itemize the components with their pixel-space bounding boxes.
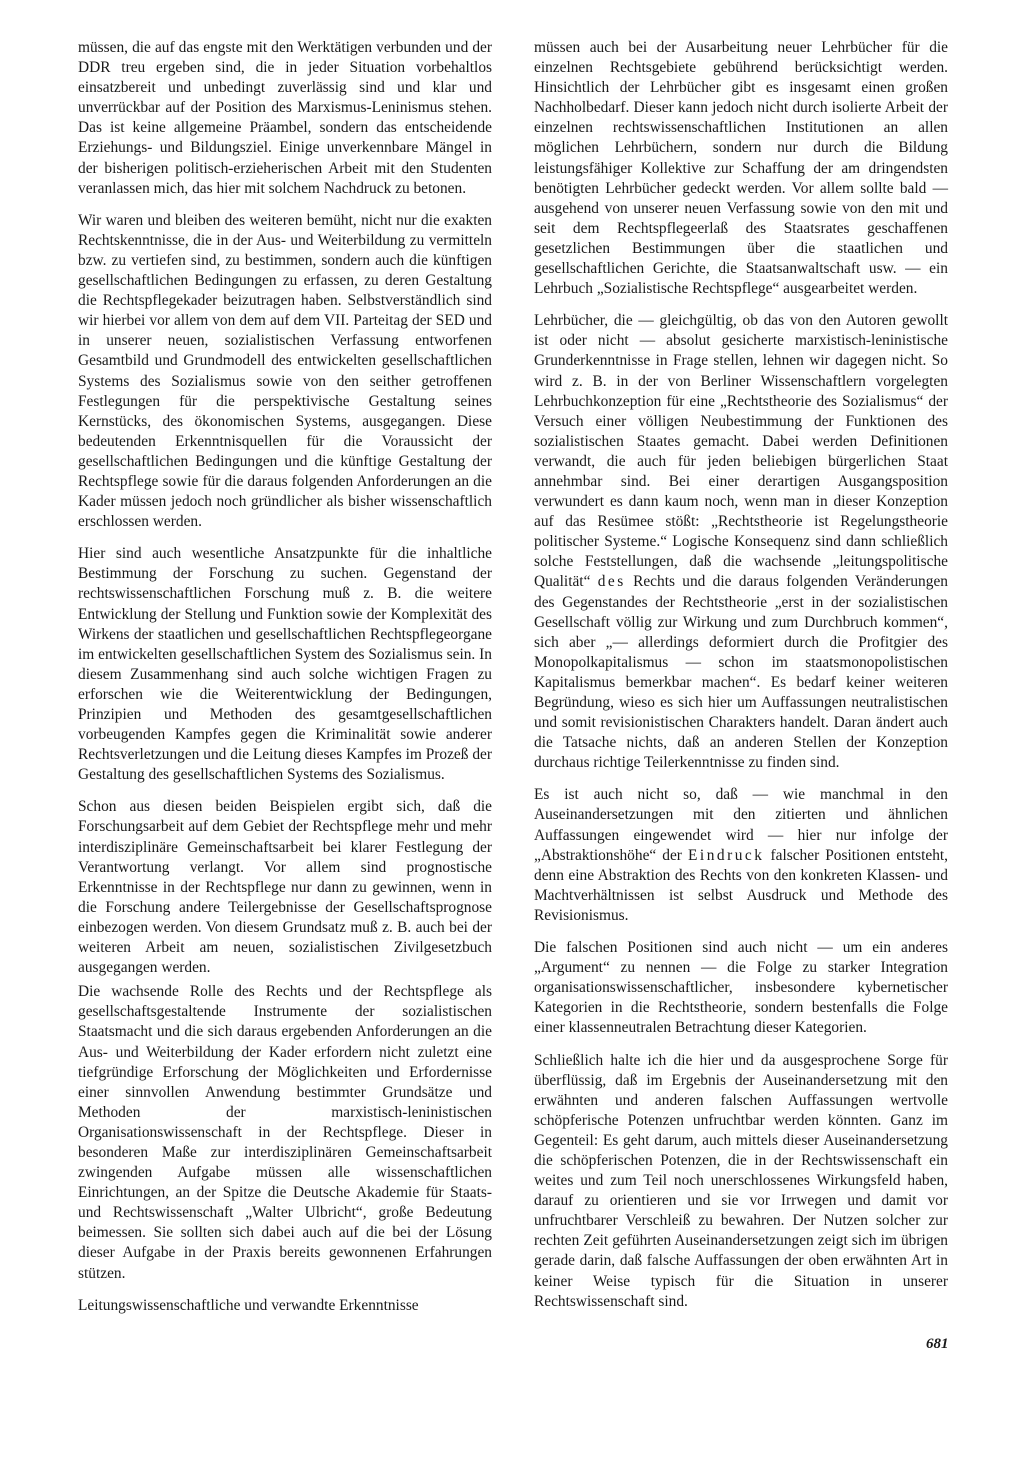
paragraph: müssen auch bei der Ausarbeitung neuer Lehrbücher für die einzelnen Rechtsgebiete gebührend berücksichtigt werden. Hinsichtlich der Lehrbücher gibt es insgesamt einen großen Nachholbedarf. Dieser kann jedoch nicht durch isolierte Arbeit der einzelnen rechtswissenschaftlichen Institutionen an allen möglichen Lehrbüchern, sondern nur durch die Bildung leistungsfähiger Kollektive zur Schaffung der am dringendsten benötigten Lehrbücher gedeckt werden. Vor allem sollte bald — ausgehend von unserer neuen Verfassung sowie von den mit und seit dem Rechtspflegeerlaß des Staatsrates geschaffenen gesetzlichen Bestimmungen über die staatlichen und gesellschaftlichen Gerichte, die Staatsanwaltschaft usw. — ein Lehrbuch „Sozialistische Rechtspflege“ ausgearbeitet werden. — [534, 39, 948, 298]
paragraph: Wir waren und bleiben des weiteren bemüht, nicht nur die exakten Rechtskenntnisse, die in der Aus- und Weiterbildung zu vermitteln bzw. zu vertiefen sind, zu bestimmen, sondern auch die künftigen gesellschaftlichen Bedingungen zu erfassen, zu deren Gestaltung die Rechtspflegekader beizutragen haben. Selbstverständlich sind wir hierbei vor allem von dem auf dem VII. Parteitag der SED und in unserer neuen, sozialistischen Verfassung entworfenen Gesamtbild und Grundmodell des entwickelten gesellschaftlichen Systems des Sozialismus sowie von den seither getroffenen Festlegungen für die perspektivische Gestaltung seines Kernstücks, des ökonomischen Systems, ausgegangen. Diese bedeutenden Erkenntnisquellen für die Voraussicht der gesellschaftlichen Bedingungen und die künftige Gestaltung der Rechtspflege sowie für die daraus folgenden Anforderungen an die Kader müssen jedoch noch gründlicher als bisher wissenschaftlich erschlossen werden. — [78, 211, 492, 531]
paragraph: Die falschen Positionen sind auch nicht — um ein anderes „Argument“ zu nennen — die Folge zu starker Integration organisationswissenschaftlicher, insbesondere kybernetischer Kategorien in die Rechtstheorie, sondern bestenfalls die Folge einer klassenneutralen Betrachtung dieser Kategorien. — [534, 939, 948, 1037]
paragraph — [534, 311, 948, 773]
paragraph — [534, 785, 948, 926]
paragraph: müssen, die auf das engste mit den Werktätigen verbunden und der DDR treu ergeben sind, die in jeder Situation vorbehaltlos einsatzbereit und unbedingt zuverlässig sind und klar und unverrückbar auf der Position des Marxismus-Leninismus stehen. Das ist keine allgemeine Präambel, sondern das entscheidende Erziehungs- und Bildungsziel. Einige unverkennbare Mängel in der bisherigen politisch-erzieherischen Arbeit mit den Studenten veranlassen mich, das hier mit solchem Nachdruck zu betonen. — [78, 39, 492, 197]
paragraph: Leitungswissenschaftliche und verwandte Erkenntnisse — [78, 1296, 419, 1314]
right-column — [534, 38, 948, 1324]
text-run: falscher Positionen entsteht, denn eine Abstraktion des Rechts von den konkreten Klassen- und Machtverhältnissen ist selbst Ausdruck und Methode des Revisionismus. — [534, 846, 949, 924]
text-run: Rechts und die daraus folgenden Veränderungen des Gegenstandes der Rechtstheorie „erst in der sozialistischen Gesellschaft völlig zur Wirkung und zum Durchbruch kommen“, sich aber „— allerdings deformiert durch die Profitgier des Monopolkapitalismus — schon im staatsmonopolistischen Kapitalismus bemerkbar machen“. Es bedarf keiner weiteren Begründung, wieso es sich hier um Auffassungen neutralistischen und somit revisionistischen Charakters handelt. Daran ändert auch die Tatsache nichts, daß an anderen Stellen der Konzeption durchaus richtige Teilerkenntnisse zu finden sind. — [534, 573, 948, 772]
paragraph: Schon aus diesen beiden Beispielen ergibt sich, daß die Forschungsarbeit auf dem Gebiet der Rechtspflege mehr und mehr interdisziplinäre Gemeinschaftsarbeit bei klarer Festlegung der Verantwortung verlangt. Vor allem sind prognostische Erkenntnisse in der Rechtspflege nur dann zu gewinnen, wenn in die Forschung andere Teilergebnisse der Gesellschaftsprognose einbezogen werden. Von diesem Grundsatz muß z. B. auch bei der weiteren Arbeit am neuen, sozialistischen Zivilgesetzbuch ausgegangen werden. — [78, 798, 492, 977]
paragraph: Hier sind auch wesentliche Ansatzpunkte für die inhaltliche Bestimmung der Forschung zu suchen. Gegenstand der rechtswissenschaftlichen Forschung muß z. B. die weitere Entwicklung der Stellung und Funktion sowie der Komplexität des Wirkens der staatlichen und gesellschaftlichen Rechtspflegeorgane im entwickelten gesellschaftlichen System des Sozialismus sein. In diesem Zusammenhang sind auch solche wichtigen Fragen zu erforschen wie die Weiterentwicklung der Bedingungen, Prinzipien und Methoden des gesamtgesellschaftlichen vorbeugenden Kampfes gegen die Kriminalität sowie anderer Rechtsverletzungen und die Leitung dieses Kampfes im Prozeß der Gestaltung des gesellschaftlichen Systems des Sozialismus. — [78, 545, 492, 784]
text-run: Es ist auch nicht so, daß — wie manchmal in den Auseinandersetzungen mit den zitierten und ähnlichen Auffassungen eingewendet wird — hier nur infolge der „Abstraktionshöhe“ der — [534, 786, 948, 864]
text-run: Lehrbücher, die — gleichgültig, ob das von den Autoren gewollt ist oder nicht — absolut gesicherte marxistisch-leninistische Grunderkenntnisse in Frage stellen, lehnen wir dagegen nicht. So wird z. B. in der von Berliner Wissenschaftlern vorgelegten Lehrbuchkonzeption für eine „Rechtstheorie des Sozialismus“ der Versuch einer völligen Neubestimmung der Funktionen des sozialistischen Staates gemacht. Dabei werden Definitionen verwandt, die auch für jeden beliebigen bürgerlichen Staat annehmbar sind. Bei einer derartigen Ausgangsposition verwundert es dann kaum noch, wenn man in dieser Konzeption auf das Resümee stößt: „Rechtstheorie ist Regelungstheorie politischer Systeme.“ Logische Konsequenz sind dann schließlich solche Feststellungen, daß die wachsende „leitungspolitische Qualität“ — [534, 312, 948, 591]
spaced-emphasis: Eindruck — [688, 846, 765, 864]
page-number: 681 — [926, 1336, 949, 1352]
paragraph: Die wachsende Rolle des Rechts und der Rechtspflege als gesellschaftsgestaltende Instrumente der sozialistischen Staatsmacht und die sich daraus ergebenden Anforderungen an die Aus- und Weiterbildung der Kader erfordern nicht zuletzt eine tiefgründige Erforschung der Möglichkeiten und Erfordernisse einer sinnvollen Anwendung bestimmter Grundsätze und Methoden der marxistisch-leninistischen Organisationswissenschaft in der Rechtspflege. Dieser in besonderen Maße zur interdisziplinären Gemeinschaftsarbeit zwingenden Aufgabe müssen alle wissenschaftlichen Einrichtungen, an der Spitze die Deutsche Akademie für Staats- und Rechtswissenschaft „Walter Ulbricht“, große Bedeutung beimessen. Sie sollten sich dabei auch auf die bei der Lösung dieser Aufgabe in der Praxis bereits gewonnenen Erfahrungen stützen. — [78, 983, 492, 1282]
spaced-emphasis: des — [597, 573, 626, 591]
paragraph: Schließlich halte ich die hier und da ausgesprochene Sorge für überflüssig, daß im Ergebnis der Auseinandersetzung mit den erwähnten und anderen falschen Auffassungen wertvolle schöpferische Potenzen unfruchtbar werden könnten. Ganz im Gegenteil: Es geht darum, auch mittels dieser Auseinandersetzung die schöpferischen Potenzen, die in der Rechtswissenschaft ein weites und zum Teil noch unerschlossenes Wirkungsfeld haben, darauf zu orientieren und sie vor Irrwegen und damit vor unfruchtbarer Verschleiß zu bewahren. Der Nutzen solcher zur rechten Zeit geführten Auseinandersetzungen zeigt sich im übrigen gerade darin, daß falsche Auffassungen der oben erwähnten Art in keiner Weise typisch für die Situation in unserer Rechtswissenschaft sind. — [534, 1051, 948, 1310]
left-column — [78, 38, 492, 1328]
